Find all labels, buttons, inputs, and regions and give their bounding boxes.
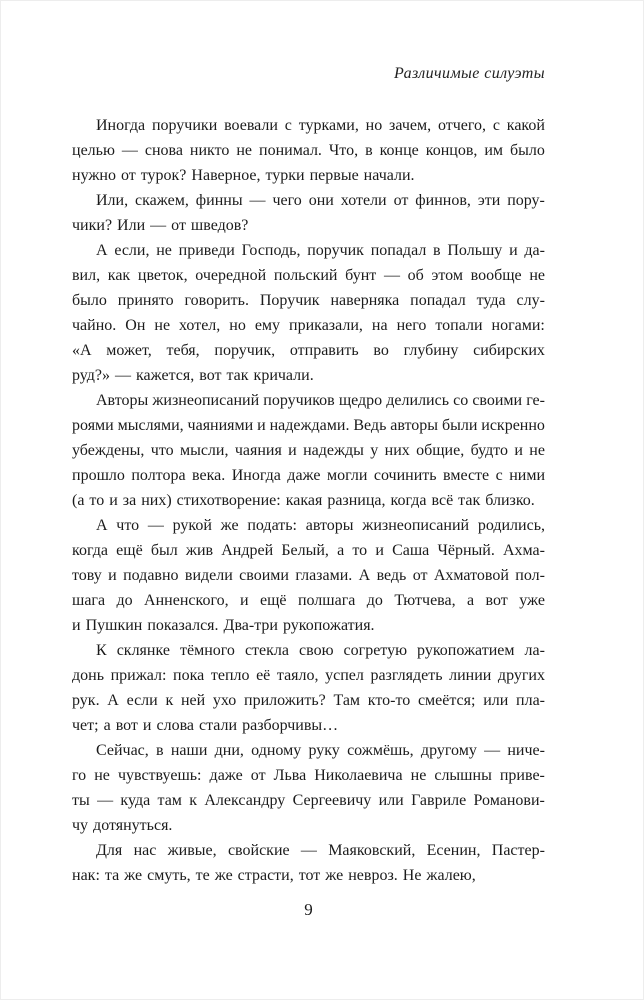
text-line: шага до Анненского, и ещё полшага до Тютчева, а вот уже xyxy=(72,592,545,609)
paragraph xyxy=(72,188,545,238)
text-line: руд?» — кажется, вот так кричали. xyxy=(72,367,314,384)
text-line: вил, как цветок, очередной польский бунт — об этом вообще не xyxy=(72,267,545,284)
text-line: чайно. Он не хотел, но ему приказали, на него топали ногами: xyxy=(72,317,545,334)
text-line: чу дотянуться. xyxy=(72,817,173,834)
paragraph xyxy=(72,838,545,888)
text-line: нужно от турок? Наверное, турки первые начали. xyxy=(72,167,415,184)
text-line: (а то и за них) стихотворение: какая разница, когда всё так близко. xyxy=(72,492,535,509)
text-line: К склянке тёмного стекла свою согретую рукопожатием ла- xyxy=(96,642,545,659)
paragraph xyxy=(72,738,545,838)
paragraph xyxy=(72,638,545,738)
page-number: 9 xyxy=(304,900,313,919)
text-line: «А может, тебя, поручик, отправить во глубину сибирских xyxy=(72,342,545,359)
text-line: тову и подавно видели своими глазами. А ведь от Ахматовой пол- xyxy=(72,567,545,584)
text-line: прошло полтора века. Иногда даже могли сочинить вместе с ними xyxy=(72,467,545,484)
text-line: было принято говорить. Поручик наверняка попадал туда слу- xyxy=(72,292,545,309)
text-block xyxy=(72,113,545,888)
paragraph xyxy=(72,388,545,513)
text-line: нак: та же смуть, те же страсти, тот же невроз. Не жалею, xyxy=(72,867,476,884)
text-line: Для нас живые, свойские — Маяковский, Есенин, Пастер- xyxy=(96,842,545,859)
text-line: Иногда поручики воевали с турками, но зачем, отчего, с какой xyxy=(96,117,545,134)
text-line: рук. А если к ней ухо приложить? Там кто-то смеётся; или пла- xyxy=(72,692,545,709)
paragraph xyxy=(72,513,545,638)
text-line: донь прижал: пока тепло её таяло, успел разглядеть линии других xyxy=(72,667,545,684)
text-line: чет; а вот и слова стали разборчивы… xyxy=(72,717,339,734)
text-line: Сейчас, в наши дни, одному руку сожмёшь, другому — ниче- xyxy=(96,742,545,759)
paragraph xyxy=(72,238,545,388)
text-line: Авторы жизнеописаний поручиков щедро делились со своими ге- xyxy=(96,392,545,409)
text-line: когда ещё был жив Андрей Белый, а то и Саша Чёрный. Ахма- xyxy=(72,542,545,559)
text-line: го не чувствуешь: даже от Льва Николаевича не слышны приве- xyxy=(72,767,545,784)
text-line: целью — снова никто не понимал. Что, в конце концов, им было xyxy=(72,142,545,159)
text-line: чики? Или — от шведов? xyxy=(72,217,249,234)
text-line: и Пушкин показался. Два-три рукопожатия. xyxy=(72,617,375,634)
text-line: убеждены, что мысли, чаяния и надежды у них общие, будто и не xyxy=(72,442,545,459)
running-head: Различимые силуэты xyxy=(394,65,545,82)
text-line: Или, скажем, финны — чего они хотели от финнов, эти пору- xyxy=(96,192,545,209)
paragraph xyxy=(72,113,545,188)
text-line: А если, не приведи Господь, поручик попадал в Польшу и да- xyxy=(96,242,545,259)
text-line: ты — куда там к Александру Сергеевичу или Гавриле Романови- xyxy=(72,792,545,809)
text-line: А что — рукой же подать: авторы жизнеописаний родились, xyxy=(96,517,545,534)
text-line: роями мыслями, чаяниями и надеждами. Ведь авторы были искренно xyxy=(72,417,545,434)
